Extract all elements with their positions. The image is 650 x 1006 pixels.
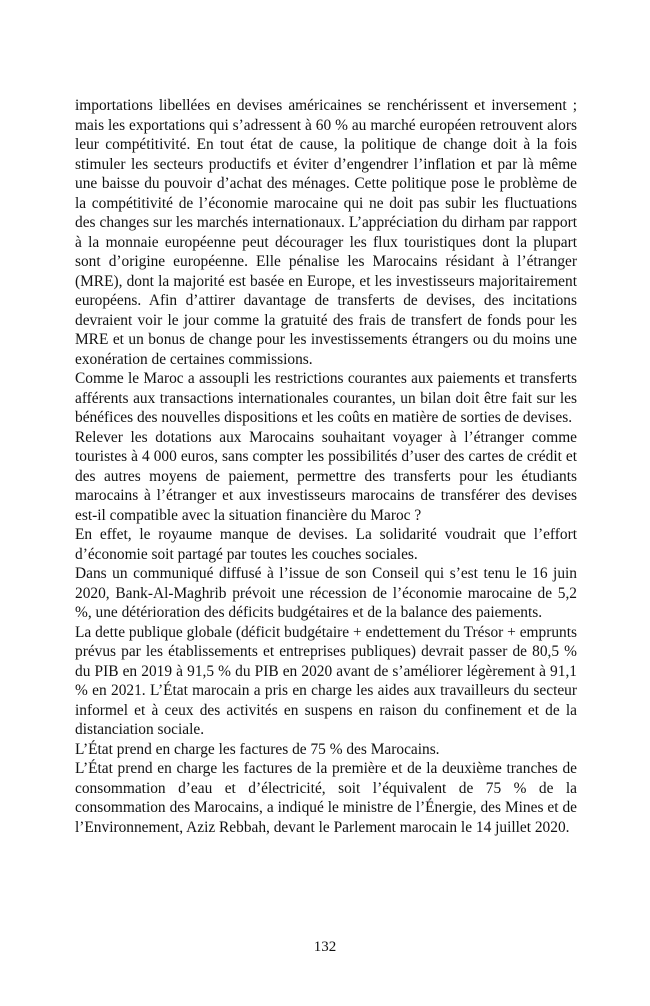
paragraph-public-debt: La dette publique globale (déficit budgétaire + endettement du Trésor + emprunts prévus par les établissements et entreprises publiques) devrait passer de 80,5 % du PIB en 2019 à 91,5 % du PIB en 2020 avant de s’améliorer légèrement à 91,1 % en 2021. L’État marocain a pris en charge les aides aux travailleurs du secteur informel et à ceux des activités en suspens en raison du confinement et de la distanciation sociale. [75,623,577,738]
page-body [75,96,577,837]
paragraph-water-electricity: L’État prend en charge les factures de la première et de la deuxième tranches de consommation d’eau et d’électricité, soit l’équivalent de 75 % de la consommation des Marocains, a indiqué le ministre de l’Énergie, des Mines et de l’Environnement, Aziz Rebbah, devant le Parlement marocain le 14 juillet 2020. [75,760,577,836]
paragraph-exchange-policy: importations libellées en devises américaines se renchérissent et inversement ; mais les exportations qui s’adressent à 60 % au marché européen retrouvent alors leur compétitivité. En tout état de cause, la politique de change doit à la fois stimuler les secteurs productifs et éviter d’engendrer l’inflation et par là même une baisse du pouvoir d’achat des ménages. Cette politique pose le problème de la compétitivité de l’économie marocaine qui ne doit pas subir les fluctuations des changes sur les marchés internationaux. L’appréciation du dirham par rapport à la monnaie européenne peut décourager les flux touristiques dont la plupart sont d’origine européenne. Elle pénalise les Marocains résidant à l’étranger (MRE), dont la majorité est basée en Europe, et les investisseurs majoritairement européens. Afin d’attirer davantage de transferts de devises, des incitations devraient voir le jour comme la gratuité des frais de transfert de fonds pour les MRE et un bonus de change pour les investissements étrangers ou du moins une exonération de certaines commissions. [75,97,577,368]
paragraph-currency-shortage: En effet, le royaume manque de devises. La solidarité voudrait que l’effort d’économie soit partagé par toutes les couches sociales. [75,526,577,563]
paragraph-restrictions: Comme le Maroc a assoupli les restrictions courantes aux paiements et transferts afférents aux transactions internationales courantes, un bilan doit être fait sur les bénéfices des nouvelles dispositions et les coûts en matière de sorties de devises. [75,370,577,426]
paragraph-bank-al-maghrib: Dans un communiqué diffusé à l’issue de son Conseil qui s’est tenu le 16 juin 2020, Bank-Al-Maghrib prévoit une récession de l’économie marocaine de 5,2 %, une détérioration des déficits budgétaires et de la balance des paiements. [75,565,577,621]
page-number: 132 [313,939,337,955]
paragraph-bills-summary: L’État prend en charge les factures de 75 % des Marocains. [75,740,440,758]
paragraph-allowances: Relever les dotations aux Marocains souhaitant voyager à l’étranger comme touristes à 4 000 euros, sans compter les possibilités d’user des cartes de crédit et des autres moyens de paiement, permettre des transferts pour les étudiants marocains à l’étranger et aux investisseurs marocains de transférer des devises est-il compatible avec la situation financière du Maroc ? [75,428,577,524]
